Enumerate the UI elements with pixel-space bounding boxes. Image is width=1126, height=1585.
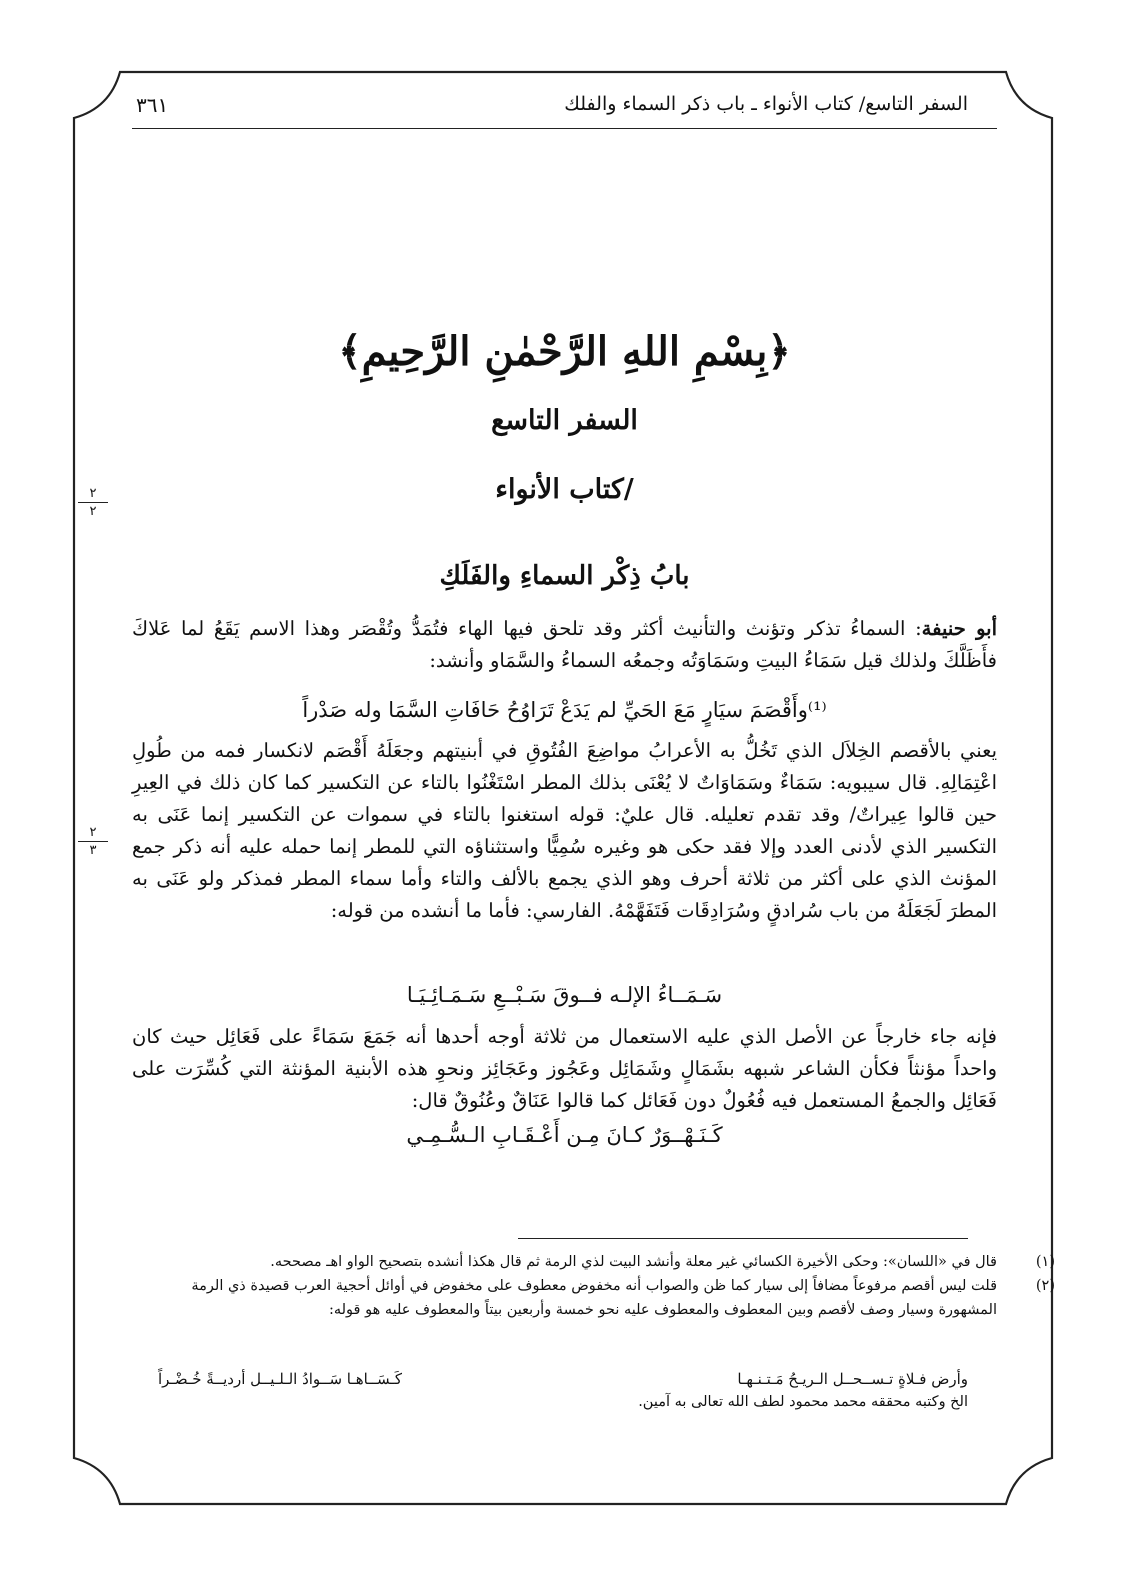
footnote-2-closing: الخ وكتبه محققه محمد محمود لطف الله تعالى به آمين.: [638, 1394, 968, 1410]
paragraph-explanation: فإنه جاء خارجاً عن الأصل الذي عليه الاستعمال من ثلاثة أوجه أحدها أنه جَمَعَ سَمَاءً على فَعَائِل حيث كان واحداً مؤنثاً فكأن الشاعر شبهه بشَمَالٍ وشَمَائِل وعَجُوز وعَجَائِز ونحوِ هذه الأبنية المؤنثة التي كُسِّرَت على فَعَائِل والجمعُ المستعمل فيه فُعُولٌ دون فَعَائل كما قالوا عَنَاقٌ وعُنُوقٌ قال:: [132, 1025, 997, 1112]
header-rule: [132, 128, 997, 129]
paragraph-abu-hanifa: [132, 613, 997, 677]
margin-note-1-volume: ٢: [78, 487, 108, 503]
footnote-rule: [518, 1238, 968, 1239]
footnote-verse-second-hemistich: كَـسَــاهـا سَــوادُ الـلـيــل أرديــةً خُـضْـراً: [158, 1370, 402, 1388]
footnote-1-text: قال في «اللسان»: وحكى الأخيرة الكسائي غير معلة وأنشد البيت لذي الرمة ثم قال هكذا أنشده بتصحيح الواو اهـ مصححه.: [270, 1254, 997, 1270]
basmala: ﴿بِسْمِ اللهِ الرَّحْمٰنِ الرَّحِيمِ﴾: [338, 328, 791, 375]
paragraph-commentary: يعني بالأقصم الخِلاَل الذي تَخُلُّ به الأعرابُ مواضِعَ الفُتُوقِ في أبنيتهم وجعَلَهُ أَقْصَم لانكسار فمه من طُولِ اعْتِمَالِهِ. قال سيبويه: سَمَاءٌ وسَمَاوَاتٌ لا يُعْنَى بذلك المطر اسْتَغْنُوا بالتاء عن التكسير كما كان ذلك في العِيرِ حين قالوا عِيراتٌ/ وقد تقدم تعليله. قال عليٌ: قوله استغنوا بالتاء في سموات عن التكسير إنما عَنَى به التكسير الذي لأدنى العدد وإلا فقد حكى هو وغيره سُمِيًّا واستثناؤه التي للمطر إنما حمله عليه أنه ذكر جمع المؤنث الذي على أكثر من ثلاثة أحرف وهو الذي يجمع بالألف والتاء وأما سماء المطر فمذكر ولو عَنَى به المطرَ لَجَعَلَهُ من باب سُرادقٍ وسُرَادِقَات فَتَفَهَّمْهُ. الفارسي: فأما ما أنشده من قوله:: [132, 739, 997, 922]
footnote-2-mark: (٢): [1035, 1278, 1055, 1294]
section-title-safar: السفر التاسع: [491, 405, 638, 436]
margin-note-1: [78, 487, 108, 518]
verse-line-3: كَـنَـهْــوَرٌ كـانَ مِـن أَعْـقَـابِ الـسُّـمِـي: [406, 1123, 723, 1147]
margin-note-2: [78, 826, 108, 857]
book-title: /كتاب الأنواء: [495, 474, 634, 505]
footnote-verse-first-hemistich: وأرض فـلاةٍ تـســحــل الـريـحُ مَـتـنـهـا: [737, 1370, 968, 1388]
margin-note-2-page: ٣: [89, 843, 97, 858]
footnote-2-text: قلت ليس أقصم مرفوعاً مضافاً إلى سيار كما ظن والصواب أنه مخفوض معطوف على مخفوض في أوائل أحجية العرب قصيدة ذي الرمة المشهورة وسيار وصف لأقصم وبين المعطوف والمعطوف عليه نحو خمسة وأربعين بيتاً والمعطوف عليه هو قوله:: [191, 1278, 997, 1318]
page-number: ٣٦١: [136, 93, 169, 117]
margin-note-1-page: ٢: [89, 504, 97, 519]
footnote-2: [132, 1274, 1055, 1322]
verse-line-2: سَـمَــاءُ الإلـه فــوقَ سَـبْــعِ سَـمَـائِـيَـا: [406, 983, 723, 1007]
chapter-title: بابُ ذِكْر السماءِ والفَلَكِ: [439, 561, 690, 591]
speaker-name: أبو حنيفة: [921, 617, 997, 640]
footnote-1: [132, 1250, 1055, 1274]
verse-line-1: ⁽¹⁾وأَقْصَمَ سيَارٍ مَعَ الحَيِّ لم يَدَعْ تَرَاوُحُ حَافَاتِ السَّمَا وله صَدْراً: [302, 698, 827, 722]
running-header-title: السفر التاسع/ كتاب الأنواء ـ باب ذكر السماء والفلك: [564, 93, 968, 115]
paragraph-text: : السماءُ تذكر وتؤنث والتأنيث أكثر وقد تلحق فيها الهاء فتُمَدُّ وتُقْصَر وهذا الاسم يَقَعُ لما عَلاكَ فأَظَلَّكَ ولذلك قيل سَمَاءُ البيتِ وسَمَاوَتُه وجمعُه السماءُ والسَّمَاو وأنشد:: [132, 617, 997, 672]
footnote-1-mark: (١): [1035, 1254, 1055, 1270]
margin-note-2-volume: ٢: [78, 826, 108, 842]
